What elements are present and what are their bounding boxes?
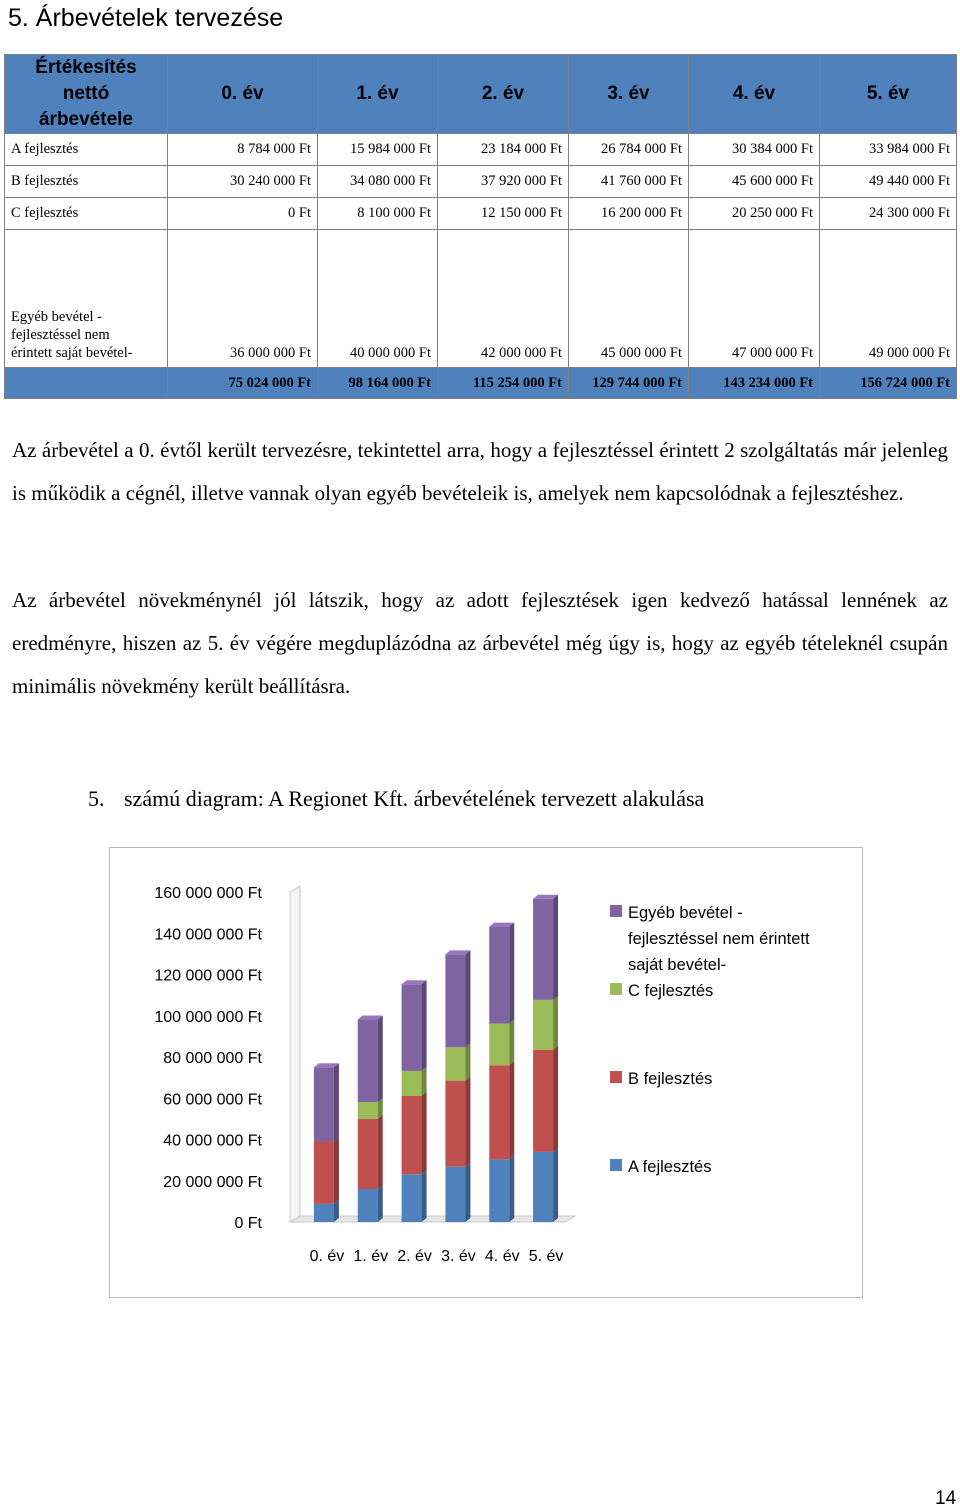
bar-segment <box>445 1047 465 1080</box>
table-cell: 8 784 000 Ft <box>168 134 318 166</box>
bar-segment <box>314 1142 334 1204</box>
bar-segment-side <box>465 1163 470 1222</box>
table-cell: 33 984 000 Ft <box>820 134 957 166</box>
legend-swatch <box>610 983 622 995</box>
table-cell: 37 920 000 Ft <box>438 166 569 198</box>
revenue-chart <box>109 847 863 1298</box>
row-label-line: Egyéb bevétel - <box>11 309 102 325</box>
bar-segment <box>533 1050 553 1152</box>
y-tick-label: 80 000 000 Ft <box>163 1050 262 1067</box>
y-tick-label: 140 000 000 Ft <box>154 926 262 944</box>
bar-segment <box>358 1102 378 1119</box>
bar-segment <box>402 1071 422 1096</box>
table-cell: 26 784 000 Ft <box>569 134 689 166</box>
page-number: 14 <box>935 1488 957 1509</box>
legend-swatch <box>610 1159 622 1171</box>
bar-segment <box>533 1000 553 1050</box>
table-cell: 30 384 000 Ft <box>689 134 820 166</box>
bar-segment <box>489 1065 509 1159</box>
bar-segment-side <box>553 1148 558 1222</box>
bar-segment-side <box>378 1115 383 1189</box>
bar-segment <box>489 1159 509 1222</box>
y-tick-label: 20 000 000 Ft <box>163 1173 262 1191</box>
table-row <box>5 166 957 198</box>
table-row <box>5 198 957 230</box>
bar-segment-side <box>422 1067 427 1096</box>
bar-segment <box>445 954 465 1047</box>
legend-label: Egyéb bevétel - <box>628 904 743 922</box>
bar-segment-side <box>465 1043 470 1080</box>
header-label-cell <box>5 55 168 134</box>
legend-label: fejlesztéssel nem érintett <box>628 930 810 948</box>
row-label-line: fejlesztéssel nem <box>11 327 110 343</box>
column-header: 3. év <box>569 55 689 134</box>
x-tick-label: 2. év <box>397 1248 432 1265</box>
x-tick-label: 0. év <box>309 1248 345 1265</box>
total-cell: 156 724 000 Ft <box>820 368 957 399</box>
bar-segment <box>402 984 422 1071</box>
figure-caption <box>88 786 704 812</box>
x-tick-label: 1. év <box>353 1248 389 1265</box>
y-tick-label: 120 000 000 Ft <box>154 967 262 985</box>
legend-label: saját bevétel- <box>628 956 727 974</box>
bar-segment <box>358 1189 378 1222</box>
bar-segment <box>402 1174 422 1222</box>
row-label: C fejlesztés <box>5 198 168 230</box>
total-cell: 98 164 000 Ft <box>318 368 438 399</box>
bar-segment <box>445 1081 465 1167</box>
bar-segment-side <box>422 1170 427 1222</box>
header-label-line: nettó <box>62 83 110 104</box>
table-header-row <box>5 55 957 134</box>
bar-segment <box>445 1167 465 1222</box>
table-cell: 24 300 000 Ft <box>820 198 957 230</box>
x-tick-label: 5. év <box>528 1248 564 1265</box>
table-cell: 8 100 000 Ft <box>318 198 438 230</box>
bar-segment-side <box>509 1020 514 1066</box>
bar-segment <box>402 1096 422 1174</box>
legend-label: C fejlesztés <box>628 982 714 1000</box>
totals-label-cell <box>5 368 168 399</box>
total-cell: 75 024 000 Ft <box>168 368 318 399</box>
table-cell: 45 000 000 Ft <box>569 230 689 368</box>
paragraph: Az árbevétel a 0. évtől került tervezésre, tekintettel arra, hogy a fejlesztéssel érintett 2 szolgáltatás már jelenleg is működik a cégnél, illetve vannak olyan egyéb bevételeik is, amelyek nem kapcsolódnak a fejlesztéshez. <box>12 438 948 505</box>
bar-segment-side <box>334 1138 339 1204</box>
bar-segment-side <box>509 923 514 1024</box>
table-cell: 20 250 000 Ft <box>689 198 820 230</box>
caption-text: számú diagram: A Regionet Kft. árbevételének tervezett alakulása <box>124 786 705 811</box>
y-tick-label: 0 Ft <box>234 1215 262 1232</box>
legend-label: B fejlesztés <box>628 1070 713 1088</box>
y-tick-label: 40 000 000 Ft <box>163 1132 262 1150</box>
table-cell: 41 760 000 Ft <box>569 166 689 198</box>
row-label <box>5 230 168 368</box>
table-cell: 45 600 000 Ft <box>689 166 820 198</box>
bar-segment-side <box>422 980 427 1071</box>
table-cell: 0 Ft <box>168 198 318 230</box>
bar-segment-side <box>509 1061 514 1159</box>
bar-segment <box>314 1204 334 1222</box>
bar-segment-side <box>378 1185 383 1222</box>
totals-row <box>5 368 957 399</box>
table-cell: 49 440 000 Ft <box>820 166 957 198</box>
bar-segment-side <box>553 895 558 1000</box>
bar-segment-side <box>465 1077 470 1167</box>
bar-segment-side <box>422 1092 427 1174</box>
table-cell: 12 150 000 Ft <box>438 198 569 230</box>
bar-segment-side <box>553 996 558 1050</box>
column-header: 0. év <box>168 55 318 134</box>
column-header: 2. év <box>438 55 569 134</box>
bar-segment-side <box>465 950 470 1047</box>
y-tick-label: 100 000 000 Ft <box>154 1008 262 1026</box>
table-cell: 47 000 000 Ft <box>689 230 820 368</box>
column-header: 5. év <box>820 55 957 134</box>
bar-segment <box>358 1020 378 1103</box>
table-row <box>5 134 957 166</box>
table-cell: 49 000 000 Ft <box>820 230 957 368</box>
bar-segment <box>533 1152 553 1222</box>
stacked-bar-chart <box>110 848 862 1297</box>
table-cell: 34 080 000 Ft <box>318 166 438 198</box>
table-cell: 23 184 000 Ft <box>438 134 569 166</box>
row-label: B fejlesztés <box>5 166 168 198</box>
chart-side-wall <box>290 886 300 1222</box>
legend-swatch <box>610 1071 622 1083</box>
table-cell: 30 240 000 Ft <box>168 166 318 198</box>
legend-swatch <box>610 905 622 917</box>
caption-number: 5. <box>88 786 105 811</box>
bar-segment-side <box>378 1016 383 1103</box>
y-tick-label: 60 000 000 Ft <box>163 1091 262 1109</box>
bar-segment <box>358 1119 378 1189</box>
header-label-line: árbevétele <box>38 109 133 130</box>
table-cell: 40 000 000 Ft <box>318 230 438 368</box>
column-header: 1. év <box>318 55 438 134</box>
total-cell: 115 254 000 Ft <box>438 368 569 399</box>
bar-segment <box>489 927 509 1024</box>
bar-segment-side <box>509 1155 514 1222</box>
table-cell: 42 000 000 Ft <box>438 230 569 368</box>
x-tick-label: 3. év <box>441 1248 476 1265</box>
bar-segment <box>489 1024 509 1066</box>
table-cell: 36 000 000 Ft <box>168 230 318 368</box>
row-label: A fejlesztés <box>5 134 168 166</box>
revenue-table <box>4 54 957 399</box>
column-header: 4. év <box>689 55 820 134</box>
x-tick-label: 4. év <box>484 1248 520 1265</box>
bar-segment <box>314 1067 334 1141</box>
bar-segment-side <box>553 1046 558 1152</box>
y-tick-label: 160 000 000 Ft <box>154 885 262 902</box>
section-heading: 5. Árbevételek tervezése <box>8 4 284 32</box>
header-label-line: Értékesítés <box>35 57 137 78</box>
row-label-line: érintett saját bevétel- <box>11 345 133 361</box>
legend-label: A fejlesztés <box>628 1158 712 1176</box>
bar-segment <box>533 899 553 1000</box>
table-cell: 16 200 000 Ft <box>569 198 689 230</box>
table-cell: 15 984 000 Ft <box>318 134 438 166</box>
total-cell: 143 234 000 Ft <box>689 368 820 399</box>
table-row <box>5 230 957 368</box>
total-cell: 129 744 000 Ft <box>569 368 689 399</box>
paragraph: Az árbevétel növekménynél jól látszik, hogy az adott fejlesztések igen kedvező hatással lennének az eredményre, hiszen az 5. év végére megduplázódna az árbevétel még úgy is, hogy az egyéb tételeknél csupán minimális növekmény került beállításra. <box>12 588 948 698</box>
bar-segment-side <box>334 1063 339 1141</box>
